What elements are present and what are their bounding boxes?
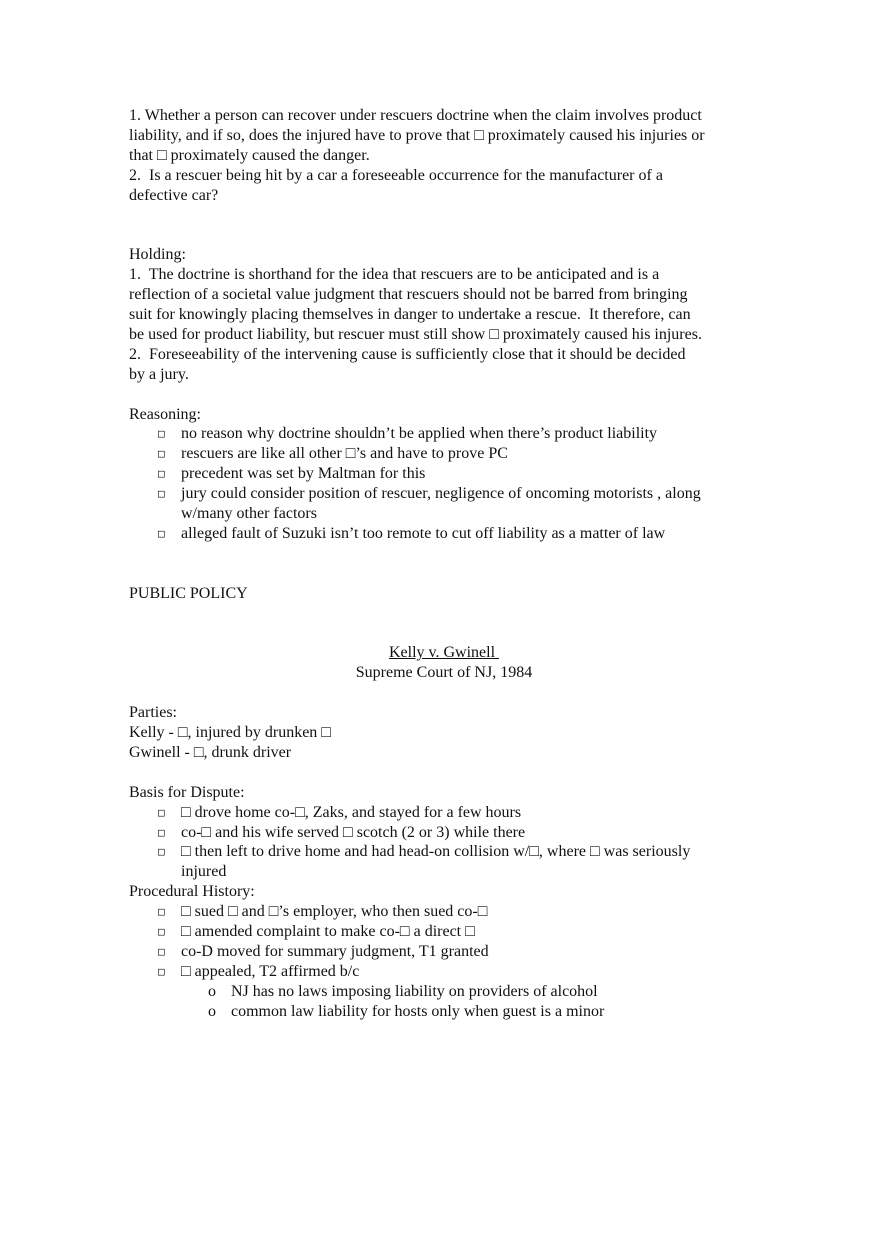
issue-1-line-2: liability, and if so, does the injured have to prove that □ proximately caused his injuries or — [129, 126, 705, 144]
procedural-section — [129, 882, 759, 1021]
procedural-heading: Procedural History: — [129, 883, 255, 901]
holding-line: by a jury. — [129, 365, 189, 383]
bullet-box-icon: □ — [158, 805, 165, 819]
bullet-box-icon: □ — [158, 944, 165, 958]
procedural-sub-bullet — [129, 982, 759, 1002]
case-court: Supreme Court of NJ, 1984 — [355, 664, 533, 682]
parties-section — [129, 703, 759, 763]
holding-section — [129, 245, 759, 384]
holding-line: 1. The doctrine is shorthand for the idea that rescuers are to be anticipated and is a — [129, 266, 660, 284]
case-header — [129, 643, 759, 683]
reasoning-bullet — [129, 464, 759, 484]
basis-bullet — [129, 842, 759, 862]
document-body — [129, 106, 759, 1022]
procedural-bullet-text: □ amended complaint to make co-□ a direct □ — [181, 923, 475, 941]
bullet-box-icon: □ — [158, 467, 165, 481]
reasoning-bullet-text: alleged fault of Suzuki isn’t too remote to cut off liability as a matter of law — [181, 525, 666, 542]
party-line: Gwinell - □, drunk driver — [129, 743, 292, 761]
reasoning-bullet — [129, 484, 759, 504]
procedural-sub-bullet-text: NJ has no laws imposing liability on providers of alcohol — [231, 982, 598, 1000]
reasoning-bullet — [129, 524, 759, 544]
holding-line: reflection of a societal value judgment that rescuers should not be barred from bringing — [129, 286, 688, 304]
reasoning-heading: Reasoning: — [129, 405, 201, 423]
case-title: Kelly v. Gwinell — [388, 644, 500, 662]
issue-2-line-2: defective car? — [129, 186, 219, 204]
procedural-bullet — [129, 962, 759, 982]
reasoning-bullet — [129, 424, 759, 444]
issue-1 — [129, 106, 759, 166]
reasoning-bullet-text: jury could consider position of rescuer, negligence of oncoming motorists , along — [181, 485, 701, 503]
bullet-box-icon: □ — [158, 487, 165, 501]
bullet-box-icon: □ — [158, 447, 165, 461]
reasoning-bullet-text: precedent was set by Maltman for this — [181, 465, 426, 483]
reasoning-bullet — [129, 444, 759, 464]
bullet-box-icon: □ — [158, 427, 165, 441]
basis-bullet — [129, 803, 759, 823]
party-line: Kelly - □, injured by drunken □ — [129, 724, 331, 742]
holding-line: suit for knowingly placing themselves in danger to undertake a rescue. It therefore, can — [129, 306, 691, 324]
sub-bullet-marker: o — [208, 1002, 216, 1020]
procedural-bullet — [129, 902, 759, 922]
section-title: PUBLIC POLICY — [129, 584, 248, 602]
holding-line: be used for product liability, but rescuer must still show □ proximately caused his injures. — [129, 325, 702, 343]
issue-2-line-1: 2. Is a rescuer being hit by a car a foreseeable occurrence for the manufacturer of a — [129, 166, 663, 184]
holding-line: 2. Foreseeability of the intervening cause is sufficiently close that it should be decided — [129, 345, 686, 363]
reasoning-bullet-text: no reason why doctrine shouldn’t be applied when there’s product liability — [181, 425, 658, 443]
bullet-box-icon: □ — [158, 964, 165, 978]
sub-bullet-marker: o — [208, 982, 216, 1000]
bullet-box-icon: □ — [158, 905, 165, 919]
reasoning-bullet-continuation: w/many other factors — [181, 505, 317, 523]
basis-bullet-continuation: injured — [181, 863, 227, 881]
holding-heading: Holding: — [129, 246, 186, 264]
bullet-box-icon: □ — [158, 925, 165, 939]
bullet-box-icon: □ — [158, 527, 165, 540]
reasoning-section — [129, 405, 759, 544]
basis-bullet-text: □ drove home co-□, Zaks, and stayed for a few hours — [181, 803, 522, 821]
procedural-bullet-text: □ sued □ and □’s employer, who then sued co-□ — [181, 903, 488, 921]
procedural-sub-bullet — [129, 1002, 759, 1022]
procedural-bullet — [129, 942, 759, 962]
reasoning-bullet-text: rescuers are like all other □’s and have to prove PC — [181, 445, 508, 463]
issue-1-line-1: 1. Whether a person can recover under rescuers doctrine when the claim involves product — [129, 107, 702, 124]
basis-bullet-text: □ then left to drive home and had head-on collision w/□, where □ was seriously — [181, 843, 691, 861]
basis-section — [129, 783, 759, 883]
issue-2 — [129, 166, 759, 206]
procedural-bullet — [129, 922, 759, 942]
bullet-box-icon: □ — [158, 825, 165, 839]
basis-bullet — [129, 823, 759, 843]
basis-bullet-text: co-□ and his wife served □ scotch (2 or 3) while there — [181, 823, 526, 841]
procedural-bullet-text: □ appealed, T2 affirmed b/c — [181, 962, 360, 980]
issue-1-line-3: that □ proximately caused the danger. — [129, 146, 370, 164]
procedural-bullet-text: co-D moved for summary judgment, T1 granted — [181, 942, 489, 960]
parties-heading: Parties: — [129, 704, 177, 722]
basis-heading: Basis for Dispute: — [129, 783, 245, 801]
bullet-box-icon: □ — [158, 845, 165, 859]
procedural-sub-bullet-text: common law liability for hosts only when guest is a minor — [231, 1002, 605, 1020]
